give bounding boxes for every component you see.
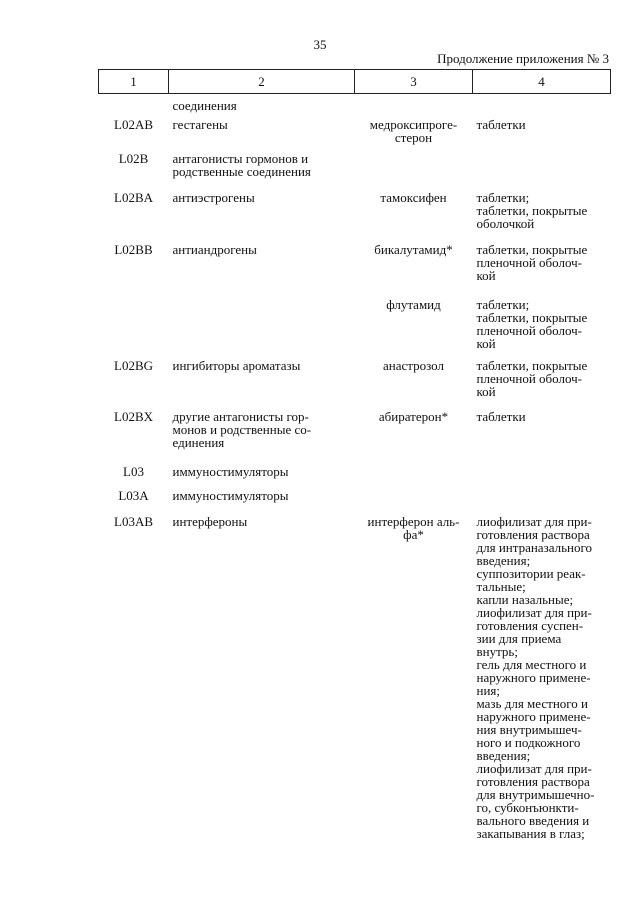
drug-name-cell: флутамид — [386, 296, 441, 312]
table-header-row — [99, 70, 611, 94]
table-row — [99, 465, 611, 489]
ath-code-cell: L02BB — [114, 241, 153, 257]
ath-code-cell: L02BG — [114, 357, 153, 373]
ath-code-cell: L03AB — [114, 513, 153, 529]
dosage-form-cell: лиофилизат для при- готовления раствора для интраназального введения; суппозитории реак- тальные; капли назальные; лиофилизат для при- готовления суспен- зии для приема внутрь; гель для местного и наружного примене- ния; мазь для местного и наружного примене- ния внутримышеч- ного и подкожного введения; лиофилизат для при- готовления раствора для внутримышечно- го, субконъюнкти- вального введения и закапывания в глаз; — [476, 513, 595, 841]
dosage-form-cell — [473, 489, 611, 515]
ath-code-cell: L02BA — [114, 189, 153, 205]
ath-code-cell: L02B — [118, 150, 149, 166]
ath-code-cell: L03A — [118, 487, 149, 503]
group-name-cell: соединения — [172, 98, 237, 113]
group-name-cell: гестагены — [172, 116, 228, 132]
drug-name-cell — [355, 152, 473, 191]
table-row — [99, 515, 611, 840]
column-header: 4 — [473, 70, 611, 94]
drug-name-cell: абиратерон* — [378, 408, 449, 424]
table-row — [99, 410, 611, 465]
group-name-cell: антиандрогены — [172, 241, 257, 257]
drug-name-cell: анастрозол — [383, 357, 444, 373]
drug-name-cell: интерферон аль- фа* — [367, 513, 460, 542]
table-row — [99, 489, 611, 515]
group-name-cell: ингибиторы ароматазы — [172, 357, 301, 373]
group-name-cell: иммуностимуляторы — [172, 463, 289, 479]
dosage-form-cell: таблетки, покрытые пленочной оболоч- кой — [476, 241, 588, 283]
ath-code-cell — [99, 298, 169, 359]
column-header: 1 — [99, 70, 169, 94]
drug-name-cell — [355, 94, 473, 118]
drug-name-cell — [355, 465, 473, 489]
table-row — [99, 359, 611, 410]
dosage-form-cell: таблетки — [476, 408, 526, 424]
dosage-form-cell: таблетки; таблетки, покрытые пленочной оболоч- кой — [476, 296, 588, 351]
dosage-form-cell — [473, 152, 611, 191]
table-row — [99, 152, 611, 191]
dosage-form-cell — [473, 94, 611, 118]
group-name-cell: другие антагонисты гор- монов и родственные со- единения — [172, 408, 312, 450]
page-number: 35 — [313, 37, 327, 52]
group-name-cell — [169, 298, 355, 359]
table-row — [99, 94, 611, 118]
table-row — [99, 298, 611, 359]
drug-name-cell: медроксипроге- стерон — [369, 116, 458, 145]
group-name-cell: антагонисты гормонов и родственные соединения — [172, 150, 311, 179]
drug-name-cell — [355, 489, 473, 515]
drug-table — [98, 69, 611, 840]
group-name-cell: антиэстрогены — [172, 189, 255, 205]
table-row — [99, 191, 611, 243]
column-header: 3 — [355, 70, 473, 94]
ath-code-cell: L03 — [123, 463, 144, 479]
group-name-cell: интерфероны — [172, 513, 248, 529]
ath-code-cell: L02BX — [114, 408, 153, 424]
ath-code-cell: L02AB — [114, 116, 153, 132]
table-row — [99, 118, 611, 152]
column-header: 2 — [169, 70, 355, 94]
appendix-label: Продолжение приложения № 3 — [437, 51, 609, 66]
dosage-form-cell: таблетки — [476, 116, 526, 132]
dosage-form-cell: таблетки, покрытые пленочной оболоч- кой — [476, 357, 588, 399]
ath-code-cell — [99, 94, 169, 118]
drug-name-cell: бикалутамид* — [374, 241, 453, 257]
drug-name-cell: тамоксифен — [380, 189, 447, 205]
group-name-cell: иммуностимуляторы — [172, 487, 289, 503]
dosage-form-cell — [473, 465, 611, 489]
dosage-form-cell: таблетки; таблетки, покрытые оболочкой — [476, 189, 588, 231]
table-row — [99, 243, 611, 298]
